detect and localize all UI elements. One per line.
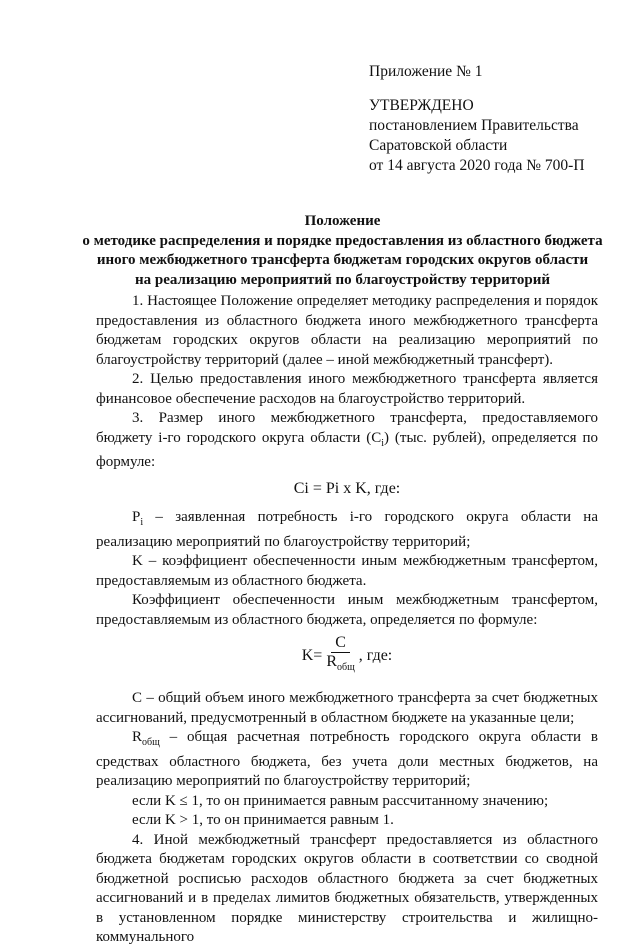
formula-k-fraction	[324, 634, 356, 677]
condition-2: если K > 1, то он принимается равным 1.	[132, 812, 394, 829]
approval-line-3: от 14 августа 2020 года № 700-П	[369, 157, 585, 174]
condition-1: если K ≤ 1, то он принимается равным рассчитанному значению;	[132, 792, 549, 809]
paragraph-c-definition: C – общий объем иного межбюджетного трансферта за счет бюджетных ассигнований, предусмотренный в областном бюджете на указанные цели;	[96, 690, 598, 726]
approval-line-2: Саратовской области	[369, 137, 508, 154]
title-line-3: на реализацию мероприятий по благоустройству территорий	[134, 271, 551, 288]
title-line-2: иного межбюджетного трансферта бюджетам городских округов области	[96, 252, 589, 268]
approval-line-1: постановлением Правительства	[369, 117, 579, 134]
paragraph-k-definition: K – коэффициент обеспеченности иным межбюджетным трансфертом, предоставляемым из областного бюджета.	[96, 553, 598, 589]
formula-k-den-symbol: R	[326, 653, 337, 670]
appendix-label: Приложение № 1	[369, 63, 483, 80]
paragraph-3-subscript: i	[381, 437, 385, 449]
pi-definition-text: – заявленная потребность i-го городского округа области на реализацию мероприятий по благоустройству территорий;	[96, 509, 598, 550]
document-title	[80, 212, 605, 290]
formula-k-right: , где:	[358, 646, 393, 664]
formula-k-denominator	[324, 653, 356, 677]
paragraph-4: 4. Иной межбюджетный трансферт предоставляется из областного бюджета бюджетам городских округов области в соответствии со сводной бюджетной росписью расходов областного бюджета за счет бюджетных ассигнований и в пределах лимитов бюджетных обязательств, утвержденных в установленном порядке министерству строительства и жилищно-коммунального	[96, 831, 598, 946]
paragraph-pi-definition	[96, 508, 598, 552]
formula-k-left: K=	[301, 646, 323, 664]
r-subscript: общ	[142, 737, 160, 749]
approval-block	[369, 62, 585, 176]
pi-symbol: P	[132, 509, 141, 525]
paragraph-2: 2. Целью предоставления иного межбюджетного трансферта является финансовое обеспечение расходов на благоустройство территорий.	[96, 371, 598, 407]
r-symbol: R	[132, 729, 143, 746]
pi-subscript: i	[140, 517, 144, 528]
formula-k	[96, 634, 598, 677]
paragraph-3	[96, 409, 598, 473]
formula-k-den-subscript: общ	[337, 662, 355, 674]
title-heading: Положение	[304, 213, 381, 229]
formula-k-numerator: C	[331, 634, 350, 653]
paragraph-3-text-b: ) (тыс. рублей), определяется по формуле:	[96, 429, 598, 470]
paragraph-1: 1. Настоящее Положение определяет методику распределения и порядок предоставления из областного бюджета иного межбюджетного трансферта бюджетам городских округов области на реализацию мероприятий по благоустройству территорий (далее – иной межбюджетный трансферт).	[96, 293, 598, 368]
paragraph-r-definition	[96, 728, 598, 792]
paragraph-k-intro: Коэффициент обеспеченности иным межбюджетным трансфертом, предоставляемым из областного бюджета, определяется по формуле:	[96, 592, 598, 628]
paragraph-3-text-a: 3. Размер иного межбюджетного трансферта, предоставляемого бюджету i-го городского округа области (C	[96, 410, 598, 446]
approved-stamp-text: УТВЕРЖДЕНО	[369, 97, 474, 114]
title-line-1: о методике распределения и порядке предоставления из областного бюджета	[82, 232, 603, 249]
formula-ci: Ci = Pi x K, где:	[293, 479, 401, 497]
r-definition-text: – общая расчетная потребность городского округа области в средствах областного бюджета, без учета доли местных бюджетов, на реализацию мероприятий по благоустройству территорий;	[96, 729, 598, 790]
document-body	[96, 292, 598, 948]
